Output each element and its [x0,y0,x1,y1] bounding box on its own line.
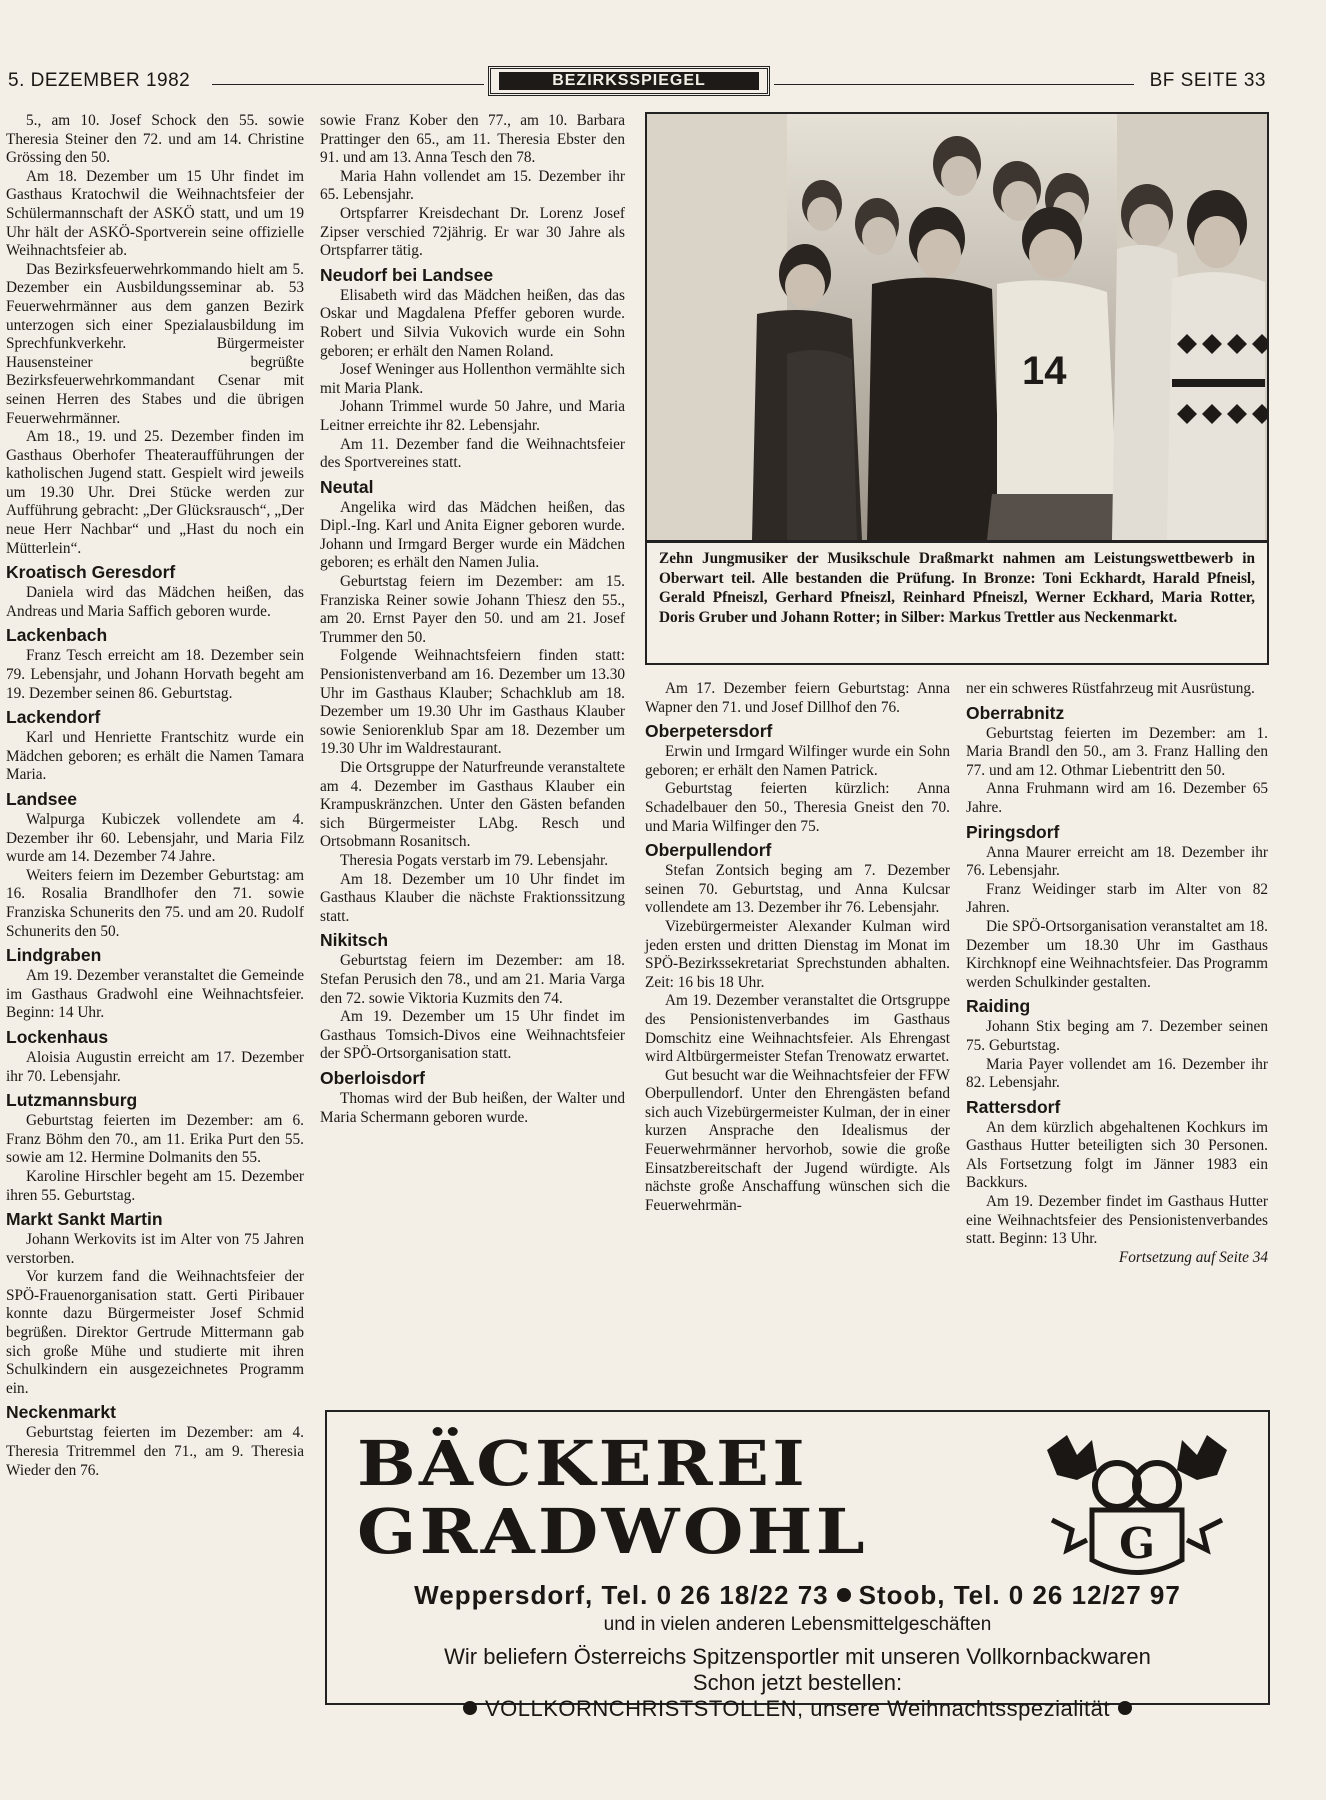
paragraph: Josef Weninger aus Hollenthon vermählte sich mit Maria Plank. [320,361,625,397]
paragraph: Am 19. Dezember um 15 Uhr findet im Gasthaus Tomsich-Divos eine Weihnachtsfeier der SPÖ-Ortsorganisation statt. [320,1008,625,1063]
paragraph: Franz Tesch erreicht am 18. Dezember sein 79. Lebensjahr, und Johann Horvath begeht am 19. Dezember seinen 86. Geburtstag. [6,647,304,702]
paragraph: Weiters feiern im Dezember Geburtstag: am 16. Rosalia Brandlhofer den 71. sowie Franziska Schunerits den 75. und am 20. Rudolf Schunerits den 50. [6,866,304,940]
place-heading: Raiding [966,996,1031,1017]
paragraph: Am 18. Dezember um 10 Uhr findet im Gasthaus Klauber die nächste Fraktionssitzung statt. [320,870,625,925]
paragraph: Am 18. Dezember um 15 Uhr findet im Gasthaus Kratochwil die Weihnachtsfeier der Schülermannschaft der ASKÖ statt, und um 19 Uhr hält der ASKÖ-Sportverein seine offizielle Weihnachtsfeier ab. [6,167,304,260]
paragraph: Thomas wird der Bub heißen, der Walter und Maria Schermann geboren wurde. [320,1089,625,1126]
bakery-crest-logo [1037,1430,1237,1580]
paragraph: Die SPÖ-Ortsorganisation veranstaltet am 18. Dezember um 18.30 Uhr im Gasthaus Kirchknopf eine Weihnachtsfeier. Das Programm werden Schulkinder gestalten. [966,917,1268,991]
paragraph: Johann Stix beging am 7. Dezember seinen 75. Geburtstag. [966,1018,1268,1054]
paragraph: sowie Franz Kober den 77., am 10. Barbara Prattinger den 65., am 11. Theresia Ebster den 91. und am 13. Anna Tesch den 78. [320,112,625,167]
paragraph: Folgende Weihnachtsfeiern finden statt: Pensionistenverband am 16. Dezember um 13.30 Uhr im Gasthaus Klauber; Schachklub am 18. Dezember um 19.30 Uhr im Gasthaus Klauber sowie Seniorenklub Spar am 18. Dezember um 19.30 Uhr im Waldrestaurant. [320,647,625,758]
ad-stollen-text: VOLLKORNCHRISTSTOLLEN, unsere Weihnachtsspezialität [484,1696,1111,1721]
paragraph: Die Ortsgruppe der Naturfreunde veranstaltete am 4. Dezember im Gasthaus Klauber ein Krampuskränzchen. Unter den Gästen befanden sich Bürgermeister LAbg. Resch und Ortsobmann Rosanitsch. [320,759,625,851]
paragraph: Geburtstag feierten im Dezember: am 4. Theresia Tritremmel den 71., am 9. Theresia Wieder den 76. [6,1424,304,1479]
place-heading: Neutal [320,476,374,497]
place-heading: Oberloisdorf [320,1067,426,1088]
ad-line-stollen [327,1696,1268,1722]
paragraph: Am 17. Dezember feiern Geburtstag: Anna Wapner den 71. und Josef Dillhof den 76. [645,680,950,716]
paragraph: Angelika wird das Mädchen heißen, das Dipl.-Ing. Karl und Anita Eigner geboren wurde. Johann und Irmgard Berger wurde ein Mädchen geboren; es erhält den Namen Julia. [320,498,625,572]
paragraph: Gut besucht war die Weihnachtsfeier der FFW Oberpullendorf. Unter den Ehrengästen befand sich auch Vizebürgermeister Kulman, der in einer kurzen Ansprache den Idealismus der Feuerwehrmänner hervorhob, sowie die große Einsatzbereitschaft der Jugend würdigte. Als nächste große Anschaffung wünschen sich die Feuerwehrmän- [645,1066,950,1214]
group-photo [645,112,1269,542]
paragraph: Ortspfarrer Kreisdechant Dr. Lorenz Josef Zipser verschied 72jährig. Er war 30 Jahre als Ortspfarrer tätig. [320,204,625,260]
paragraph: Walpurga Kubiczek vollendete am 4. Dezember ihr 60. Lebensjahr, und Maria Filz wurde am 14. Dezember 74 Jahre. [6,811,304,866]
bullet-icon [1118,1701,1132,1715]
paragraph: Das Bezirksfeuerwehrkommando hielt am 5. Dezember ein Ausbildungsseminar ab. 53 Feuerwehrmänner aus dem ganzen Bezirk unterzogen sich einer Spezialausbildung im Sprechfunkverkehr. Bürgermeister Hausensteiner begrüßte Bezirksfeuerwehrkommandant Csenar mit seinen Herren des Stabes und die übrigen Feuerwehrmänner. [6,260,304,427]
paragraph: Erwin und Irmgard Wilfinger wurde ein Sohn geboren; er erhält den Namen Patrick. [645,743,950,779]
photo-illustration [647,114,1267,540]
header-rule-right [774,84,1134,85]
ad-line-order: Schon jetzt bestellen: [692,1670,903,1695]
paragraph: Geburtstag feiern im Dezember: am 18. Stefan Perusich den 78., und am 21. Maria Varga den 72. sowie Viktoria Kuzmits den 74. [320,952,625,1007]
paragraph: Karoline Hirschler begeht am 15. Dezember ihren 55. Geburtstag. [6,1167,304,1204]
column-2 [320,112,625,1127]
place-heading: Landsee [6,789,77,809]
paragraph: Karl und Henriette Frantschitz wurde ein Mädchen geboren; es erhält die Namen Tamara Maria. [6,729,304,784]
column-1 [6,112,304,1480]
paragraph: Aloisia Augustin erreicht am 17. Dezember ihr 70. Lebensjahr. [6,1048,304,1085]
place-heading: Lutzmannsburg [6,1090,138,1111]
paragraph: Am 19. Dezember veranstaltet die Gemeinde im Gasthaus Gradwohl eine Weihnachtsfeier. Beginn: 14 Uhr. [6,967,304,1022]
place-heading: Kroatisch Geresdorf [6,562,176,583]
bullet-icon [463,1701,477,1715]
column-3 [645,680,950,1215]
place-heading: Lindgraben [6,945,102,966]
paragraph: Geburtstag feierten im Dezember: am 1. Maria Brandl den 50., am 3. Franz Halling den 77. und am 12. Othmar Liebentritt den 50. [966,724,1268,779]
place-heading: Markt Sankt Martin [6,1209,163,1230]
paragraph: Geburtstag feiern im Dezember: am 15. Franziska Reiner sowie Johann Thiesz den 55., am 20. Ernst Payer den 50. und am 21. Josef Trummer den 50. [320,573,625,646]
section-title: BEZIRKSSPIEGEL [499,72,759,90]
paragraph: Geburtstag feierten kürzlich: Anna Schadelbauer den 50., Theresia Gneist den 70. und Maria Wilfinger den 75. [645,780,950,835]
place-heading: Rattersdorf [966,1096,1061,1117]
place-heading: Oberpetersdorf [645,721,773,742]
place-heading: Neudorf bei Landsee [320,264,494,285]
paragraph: An dem kürzlich abgehaltenen Kochkurs im Gasthaus Hutter beteiligten sich 30 Personen. Als Fortsetzung folgt im Jänner 1983 ein Backkurs. [966,1118,1268,1192]
paragraph: Geburtstag feierten im Dezember: am 6. Franz Böhm den 70., am 11. Erika Purt den 55. sowie am 12. Hermine Dolmanits den 55. [6,1112,304,1167]
paragraph: ner ein schweres Rüstfahrzeug mit Ausrüstung. [966,680,1255,697]
paragraph: Am 19. Dezember findet im Gasthaus Hutter eine Weihnachtsfeier des Pensionistenverbandes statt. Beginn: 13 Uhr. [966,1193,1268,1248]
ad-contact-line [327,1580,1268,1611]
paragraph: Daniela wird das Mädchen heißen, das Andreas und Maria Saffich geboren wurde. [6,584,304,620]
ad-line-stores: und in vielen anderen Lebensmittelgeschäften [603,1614,992,1635]
paragraph: Theresia Pogats verstarb im 79. Lebensjahr. [340,851,609,869]
paragraph: Anna Maurer erreicht am 18. Dezember ihr 76. Lebensjahr. [966,843,1268,880]
paragraph: Anna Fruhmann wird am 16. Dezember 65 Jahre. [966,780,1268,816]
ad-title-line-2: GRADWOHL [357,1495,868,1568]
paragraph: Elisabeth wird das Mädchen heißen, das das Oskar und Magdalena Pfeffer geboren wurde. Robert und Silvia Vukovich wurde ein Sohn geboren; er erhält den Namen Roland. [320,286,625,360]
paragraph: Franz Weidinger starb im Alter von 82 Jahren. [966,880,1268,917]
continuation-note: Fortsetzung auf Seite 34 [1118,1248,1268,1266]
column-4 [966,680,1268,1267]
paragraph: Am 11. Dezember fand die Weihnachtsfeier des Sportvereines statt. [320,435,625,472]
ad-title [357,1427,868,1568]
header-rule-left [212,84,484,85]
place-heading: Neckenmarkt [6,1402,116,1423]
ad-line-athletes: Wir beliefern Österreichs Spitzensportler mit unseren Vollkornbackwaren [444,1644,1151,1669]
ad-contact-stoob: Stoob, Tel. 0 26 12/27 97 [858,1580,1181,1610]
paragraph: 5., am 10. Josef Schock den 55. sowie Theresia Steiner den 72. und am 14. Christine Grössing den 50. [6,112,304,167]
ad-contact-weppersdorf: Weppersdorf, Tel. 0 26 18/22 73 [414,1580,829,1610]
place-heading: Oberpullendorf [645,840,772,861]
place-heading: Lockenhaus [6,1026,109,1047]
place-heading: Lackenbach [6,625,108,646]
paragraph: Johann Werkovits ist im Alter von 75 Jahren verstorben. [6,1231,304,1267]
bullet-icon [837,1588,851,1602]
paragraph: Stefan Zontsich beging am 7. Dezember seinen 70. Geburtstag, und Anna Kulcsar vollendete am 13. Dezember ihr 76. Lebensjahr. [645,862,950,917]
paragraph: Johann Trimmel wurde 50 Jahre, und Maria Leitner erreichte ihr 82. Lebensjahr. [320,398,625,434]
place-heading: Lackendorf [6,707,101,728]
ad-title-line-1: BÄCKEREI [357,1427,809,1500]
crest-letter: G [1119,1519,1155,1568]
paragraph: Vor kurzem fand die Weihnachtsfeier der SPÖ-Frauenorganisation statt. Gerti Piribauer konnte dazu Bürgermeister Josef Schmid begrüßen. Direktor Gertrude Mittermann gab sich große Mühe und studierte mit ihren Schulkindern ein ausgezeichnetes Programm ein. [6,1268,304,1397]
bakery-advertisement [325,1410,1270,1721]
issue-date: 5. DEZEMBER 1982 [8,70,191,91]
paragraph: Am 19. Dezember veranstaltet die Ortsgruppe des Pensionistenverbandes im Gasthaus Domschitz eine Weihnachtsfeier. Als Ehrengast wird Altbürgermeister Stefan Trenowatz erwartet. [645,992,950,1066]
jersey-number: 14 [1022,349,1067,393]
page-number: BF SEITE 33 [1149,70,1266,91]
paragraph: Maria Payer vollendet am 16. Dezember ihr 82. Lebensjahr. [966,1055,1268,1092]
place-heading: Piringsdorf [966,821,1060,842]
place-heading: Nikitsch [320,930,389,951]
paragraph: Maria Hahn vollendet am 15. Dezember ihr 65. Lebensjahr. [320,167,625,204]
place-heading: Oberrabnitz [966,702,1065,723]
photo-caption: Zehn Jungmusiker der Musikschule Draßmarkt nahmen am Leistungswettbewerb in Oberwart teil. Alle bestanden die Prüfung. In Bronze: Toni Eckhardt, Harald Pfneisl, Gerald Pfneiszl, Gerhard Pfneiszl, Reinhard Pfneiszl, Werner Eckhard, Maria Rotter, Doris Gruber und Johann Rotter; in Silber: Markus Trettler aus Neckenmarkt. [645,541,1269,665]
section-banner [488,66,770,96]
paragraph: Vizebürgermeister Alexander Kulman wird jeden ersten und dritten Dienstag im Monat im SPÖ-Bezirkssekretariat Sprechstunden abhalten. Zeit: 16 bis 18 Uhr. [645,917,950,991]
paragraph: Am 18., 19. und 25. Dezember finden im Gasthaus Oberhofer Theateraufführungen der katholischen Jugend statt. Gespielt wird jeweils um 19.30 Uhr. Drei Stücke werden zur Aufführung gebracht: „Der Glücksrausch“, „Der neue Herr Nachbar“ und „Hast du noch ein Mütterlein“. [6,428,304,557]
